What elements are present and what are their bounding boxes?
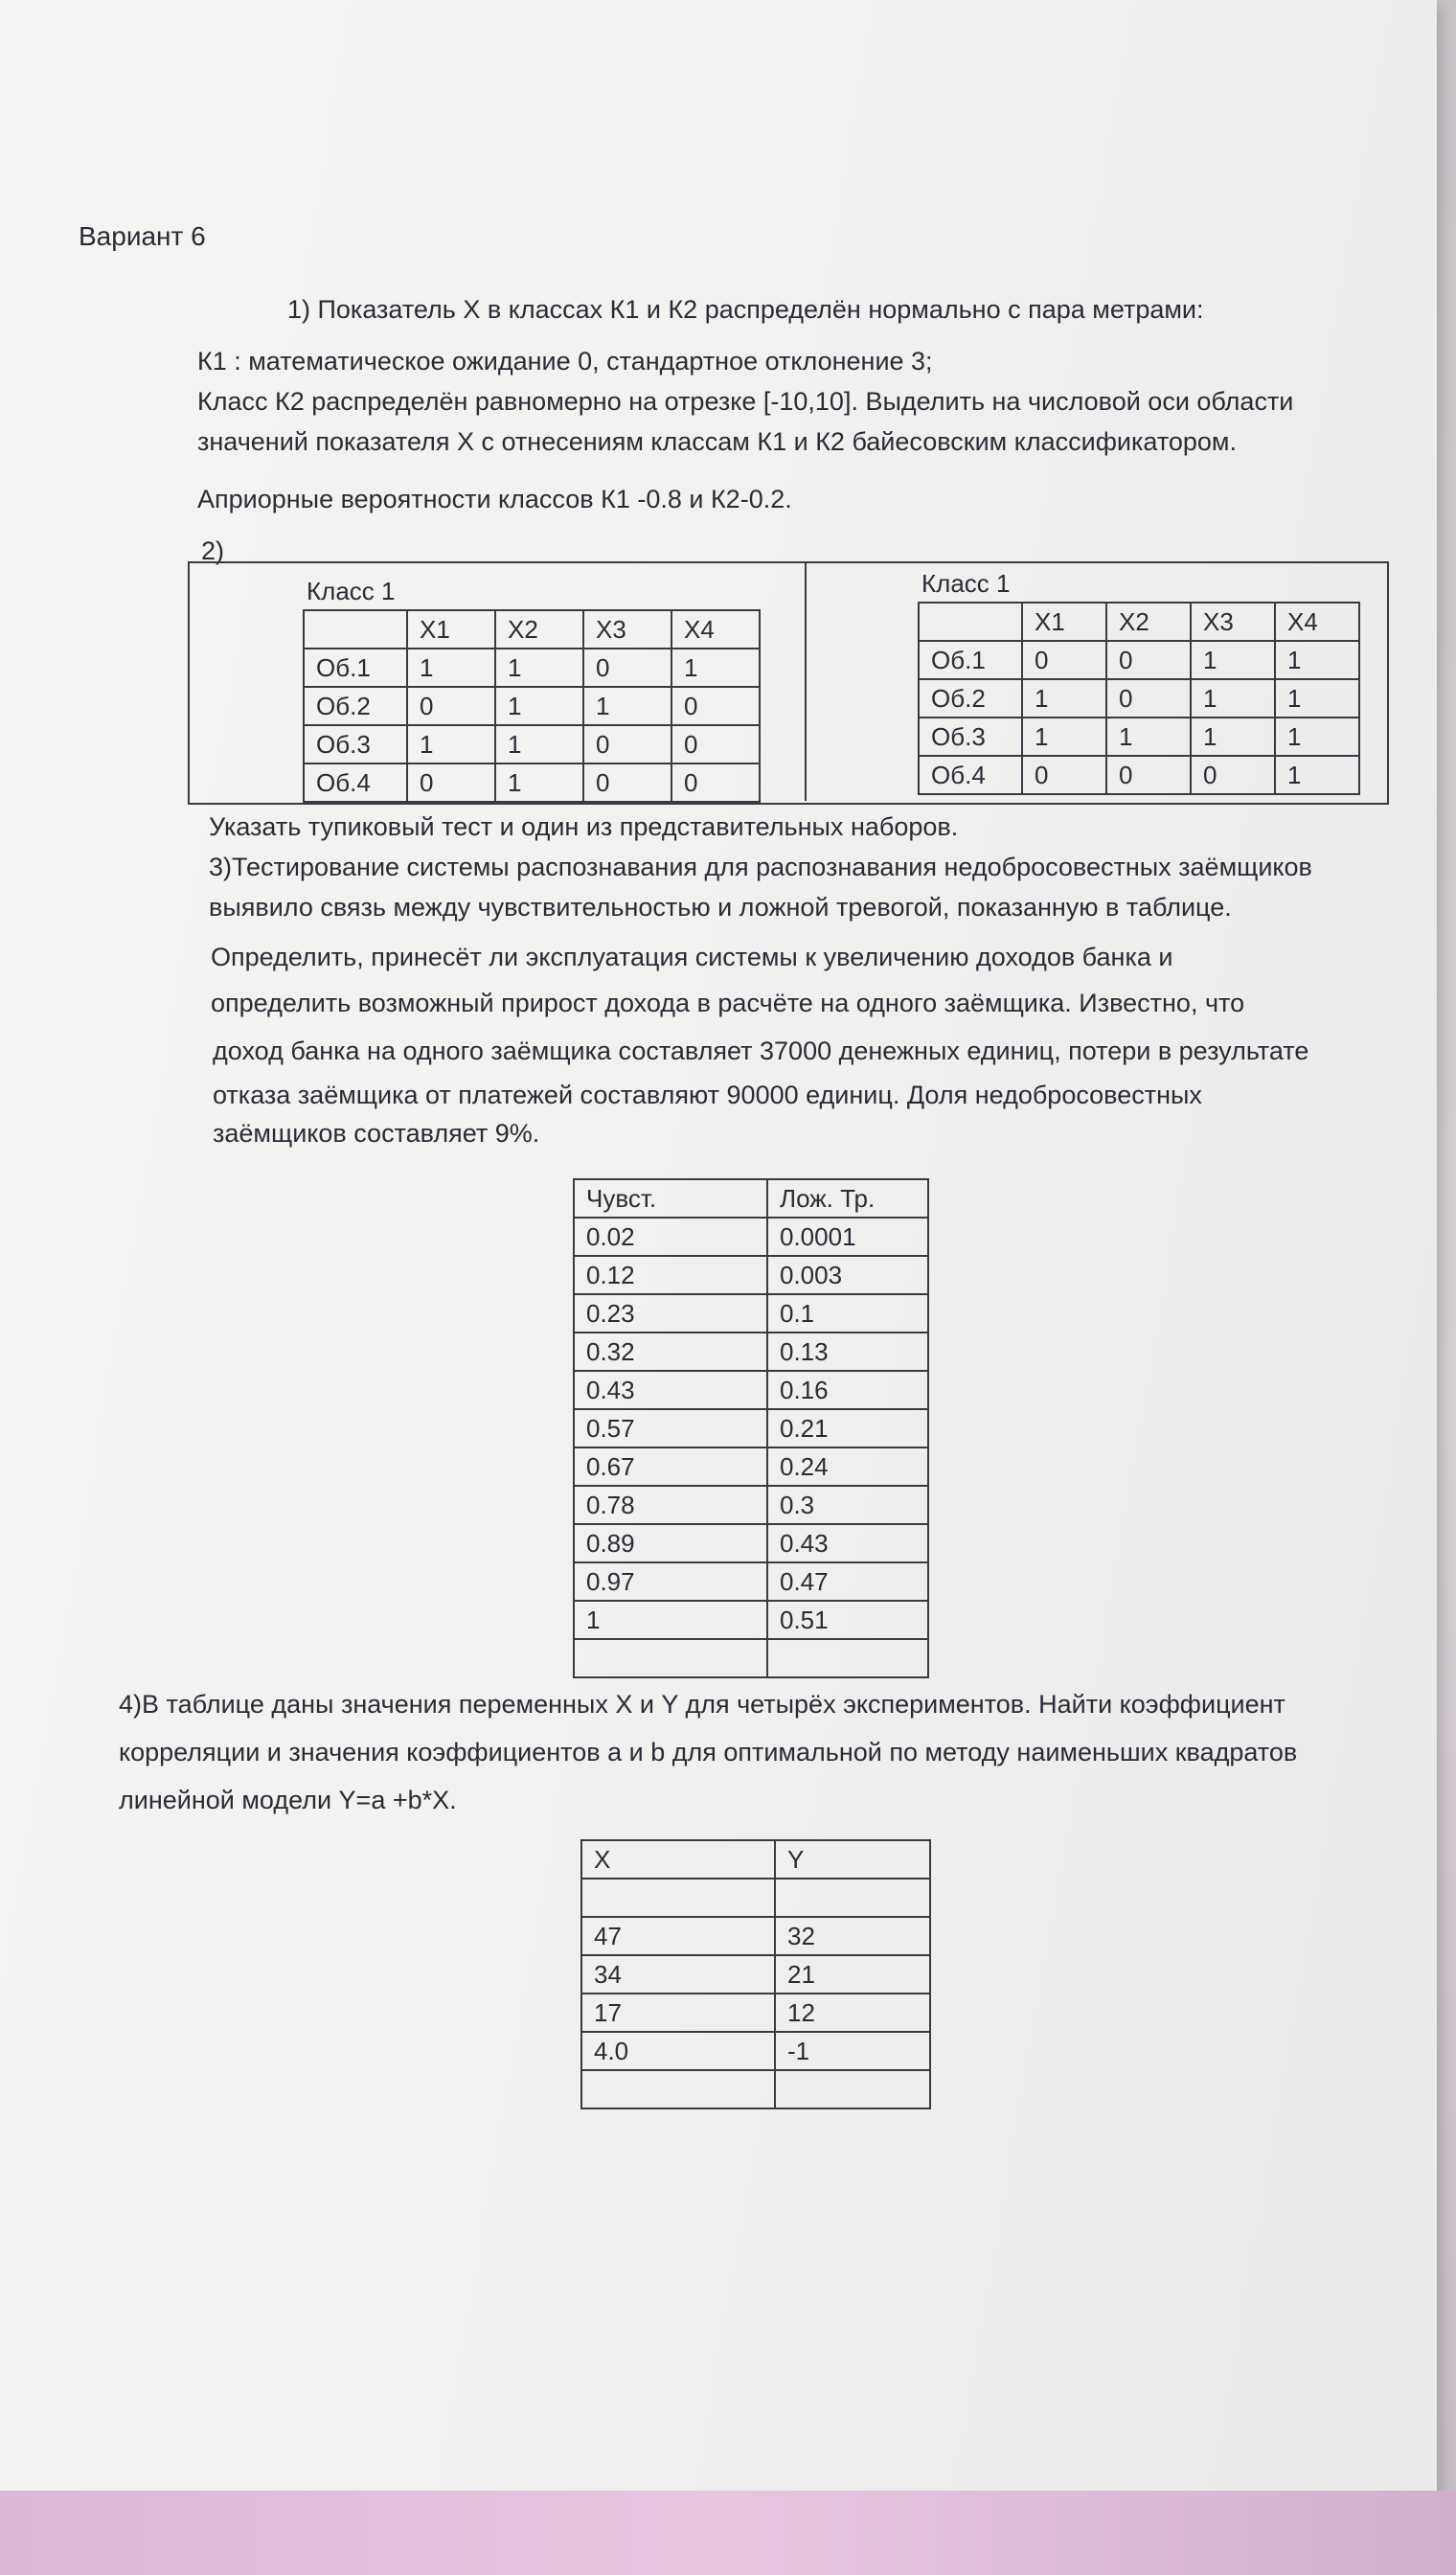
table-cell: 0.24 [767,1447,928,1486]
table-cell: 21 [775,1955,930,1994]
table-cell: 1 [495,725,583,763]
table-cell: 1 [407,649,495,687]
table-cell: 4.0 [581,2032,775,2070]
table-cell: 1 [1191,679,1275,718]
table-row [304,763,760,802]
table-cell: Об.3 [919,718,1022,756]
table-row [574,1562,928,1601]
table-cell: X4 [671,610,760,649]
table-cell: 0 [583,725,671,763]
table-cell: 0.32 [574,1333,767,1371]
table-cell: X [581,1840,775,1879]
table-cell [304,610,407,649]
table-cell: Об.1 [304,649,407,687]
task1-line-1: 1) Показатель X в классах К1 и К2 распределён нормально с пара метрами: [287,295,1204,324]
task3-line-1: 3)Тестирование системы распознавания для распознавания недобросовестных заёмщиков [209,853,1312,881]
right-binary-table [918,602,1360,795]
table-cell: 0 [671,763,760,802]
table-cell: X1 [407,610,495,649]
table-cell: Об.4 [304,763,407,802]
background-surface [0,2491,1456,2575]
table-row [581,1917,930,1955]
table-cell: 0.67 [574,1447,767,1486]
table-cell: 17 [581,1994,775,2032]
table-cell: 34 [581,1955,775,1994]
table-row [574,1486,928,1524]
table-cell: 0.02 [574,1218,767,1256]
table-cell: 0.003 [767,1256,928,1294]
table-cell: 0 [583,763,671,802]
table-cell: 1 [574,1601,767,1639]
task1-line-2: К1 : математическое ожидание 0, стандартное отклонение 3; [197,347,933,376]
table-cell: 0.3 [767,1486,928,1524]
table-cell: 0 [407,763,495,802]
table-cell: 12 [775,1994,930,2032]
table-cell: 1 [1191,718,1275,756]
table-cell: 0 [1022,641,1106,679]
table-cell: 0.0001 [767,1218,928,1256]
table-cell [574,1639,767,1677]
task3-line-4: определить возможный прирост дохода в расчёте на одного заёмщика. Известно, что [211,989,1245,1017]
table-cell: 0 [1106,756,1191,794]
table-cell: 1 [1106,718,1191,756]
table-cell [775,2070,930,2108]
table-row [919,603,1359,641]
table-cell: 1 [495,687,583,725]
table-cell: 0.16 [767,1371,928,1409]
table-cell: 1 [1191,641,1275,679]
task3-line-5: доход банка на одного заёмщика составляет 37000 денежных единиц, потери в результате [213,1037,1309,1065]
table-cell: 1 [1022,679,1106,718]
table-cell: 0.23 [574,1294,767,1333]
task2-divider [805,561,807,801]
table-cell: 1 [1022,718,1106,756]
table-row [574,1447,928,1486]
table-row [304,687,760,725]
table-cell: X1 [1022,603,1106,641]
table-row [574,1371,928,1409]
task1-line-5: Априорные вероятности классов К1 -0.8 и К2-0.2. [197,485,792,513]
table-cell: 1 [583,687,671,725]
table-cell [581,1879,775,1917]
table-cell: -1 [775,2032,930,2070]
table-cell: 0 [671,687,760,725]
table-cell: 0 [1022,756,1106,794]
table-cell: 0 [1191,756,1275,794]
table-row [581,1879,930,1917]
table-cell: Об.4 [919,756,1022,794]
table-row [574,1218,928,1256]
table-cell: X2 [1106,603,1191,641]
table-cell: 1 [495,649,583,687]
table-cell [775,1879,930,1917]
table-row [581,1840,930,1879]
right-table-caption: Класс 1 [921,569,1011,598]
table-cell: 47 [581,1917,775,1955]
table-row [574,1409,928,1447]
table-cell: 1 [671,649,760,687]
table-cell: 0.43 [767,1524,928,1562]
table-cell: Об.2 [304,687,407,725]
table-cell [767,1639,928,1677]
table-row [574,1294,928,1333]
task3-line-6: отказа заёмщика от платежей составляют 90000 единиц. Доля недобросовестных [213,1081,1202,1109]
table-cell [919,603,1022,641]
task3-line-3: Определить, принесёт ли эксплуатация системы к увеличению доходов банка и [211,943,1173,971]
task4-line-1: 4)В таблице даны значения переменных X и Y для четырёх экспериментов. Найти коэффициент [119,1690,1285,1719]
table-cell: Об.3 [304,725,407,763]
left-binary-table [303,609,761,803]
table-cell: 0.89 [574,1524,767,1562]
task2-number: 2) [201,536,225,565]
table-cell: X3 [583,610,671,649]
table-row [574,1333,928,1371]
task1-line-3: Класс К2 распределён равномерно на отрезке [-10,10]. Выделить на числовой оси области [197,387,1294,416]
table-cell: 0.1 [767,1294,928,1333]
table-row [574,1601,928,1639]
variant-title: Вариант 6 [79,221,206,251]
table-row [919,641,1359,679]
table-row [574,1256,928,1294]
table-cell: 32 [775,1917,930,1955]
table-cell: Об.2 [919,679,1022,718]
task3-line-2: выявило связь между чувствительностью и ложной тревогой, показанную в таблице. [209,893,1232,922]
table-row [574,1639,928,1677]
table-cell: 0 [407,687,495,725]
table-cell: 1 [407,725,495,763]
table-cell: Лож. Тр. [767,1179,928,1218]
table-cell: X4 [1275,603,1359,641]
task2-instruction: Указать тупиковый тест и один из представительных наборов. [209,812,959,841]
table-cell [581,2070,775,2108]
table-cell: 0 [1106,641,1191,679]
table-cell: 0.47 [767,1562,928,1601]
task1-line-4: значений показателя X с отнесениям классам К1 и К2 байесовским классификатором. [197,427,1237,456]
left-table-caption: Класс 1 [307,577,396,605]
table-row [574,1179,928,1218]
table-cell: Y [775,1840,930,1879]
task3-line-7: заёмщиков составляет 9%. [213,1119,540,1148]
table-cell: 1 [1275,679,1359,718]
table-cell: 0 [671,725,760,763]
table-cell: 0 [1106,679,1191,718]
table-cell: X3 [1191,603,1275,641]
table-row [304,725,760,763]
table-row [581,2032,930,2070]
table-cell: 1 [495,763,583,802]
table-cell: 0.43 [574,1371,767,1409]
table-cell: 0.21 [767,1409,928,1447]
table-cell: 0.97 [574,1562,767,1601]
table-cell: Чувст. [574,1179,767,1218]
table-cell: 0.13 [767,1333,928,1371]
table-cell: 0.57 [574,1409,767,1447]
task4-line-3: линейной модели Y=a +b*X. [119,1786,457,1814]
table-row [304,610,760,649]
table-row [919,679,1359,718]
table-row [304,649,760,687]
xy-experiments-table [580,1839,931,2109]
sensitivity-false-alarm-table [573,1178,929,1678]
table-cell: 0.12 [574,1256,767,1294]
table-row [581,1955,930,1994]
table-row [581,2070,930,2108]
table-row [919,718,1359,756]
table-cell: 1 [1275,718,1359,756]
table-row [574,1524,928,1562]
task4-line-2: корреляции и значения коэффициентов a и b для оптимальной по методу наименьших квадратов [119,1738,1298,1766]
table-row [919,756,1359,794]
table-cell: Об.1 [919,641,1022,679]
table-cell: 1 [1275,756,1359,794]
table-cell: 0 [583,649,671,687]
table-cell: X2 [495,610,583,649]
table-row [581,1994,930,2032]
table-cell: 0.51 [767,1601,928,1639]
table-cell: 1 [1275,641,1359,679]
table-cell: 0.78 [574,1486,767,1524]
